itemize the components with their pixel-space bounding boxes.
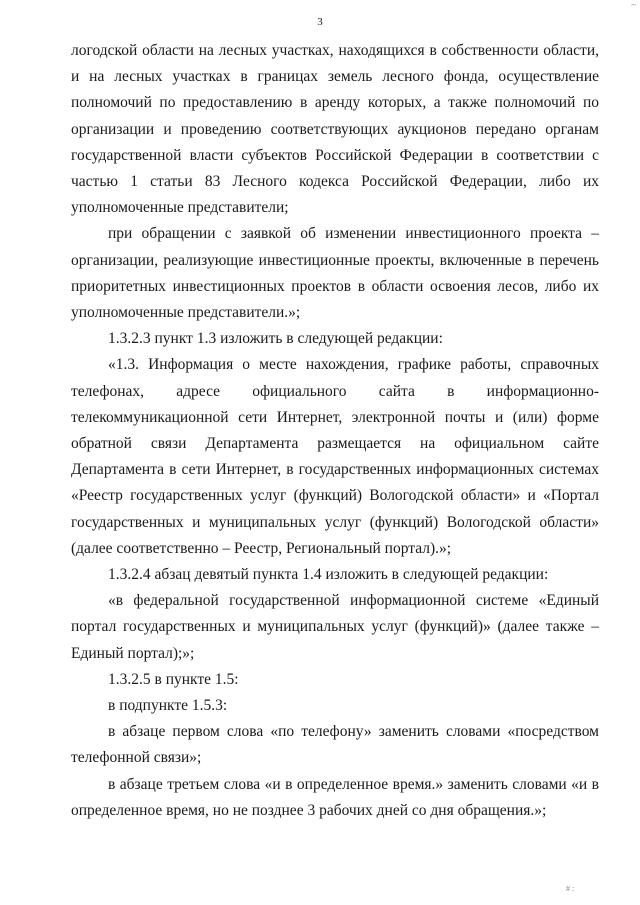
paragraph: в абзаце третьем слова «и в определенное время.» заменить словами «и в определенное время, но не позднее 3 рабочих дней со дня обращения.»; (71, 775, 599, 819)
paragraph: при обращении с заявкой об изменении инвестиционного проекта – организации, реализующие инвестиционные проекты, включенные в перечень приоритетных инвестиционных проектов в области освоения лесов, либо их уполномоченные представители.»; (71, 225, 599, 322)
paragraph: 1.3.2.4 абзац девятый пункта 1.4 изложить в следующей редакции: (108, 566, 549, 584)
paragraph: в подпункте 1.5.3: (108, 697, 228, 715)
paragraph: 1.3.2.5 в пункте 1.5: (108, 670, 239, 688)
paragraph-continuation: логодской области на лесных участках, находящихся в собственности области, и на лесных участках в границах земель лесного фонда, осуществление полномочий по предоставлению в аренду которых, а также полномочий по организации и проведению соответствующих аукционов передано органам государственной власти субъектов Российской Федерации в соответствии с частью 1 статьи 83 Лесного кодекса Российской Федерации, либо их уполномоченные представители; (71, 42, 599, 217)
paragraph: «1.3. Информация о месте нахождения, графике работы, справочных телефонах, адресе официального сайта в информационно-телекоммуникационной сети Интернет, электронной почты и (или) форме обратной связи Департамента размещается на официальном сайте Департамента в сети Интернет, в государственных информационных системах «Реестр государственных услуг (функций) Вологодской области» и «Портал государственных и муниципальных услуг (функций) Вологодской области» (далее соответственно – Реестр, Региональный портал).»; (71, 356, 599, 557)
page-number: 3 (317, 16, 323, 28)
paragraph: «в федеральной государственной информационной системе «Единый портал государственных и муниципальных услуг (функций)» (далее также – Единый портал);»; (71, 592, 599, 662)
body-text (71, 38, 599, 824)
bottom-mark: # : (566, 884, 575, 893)
paragraph: 1.3.2.3 пункт 1.3 изложить в следующей редакции: (108, 330, 443, 348)
paragraph: в абзаце первом слова «по телефону» заменить словами «посредством телефонной связи»; (71, 723, 599, 767)
corner-mark: ~ (631, 0, 636, 10)
